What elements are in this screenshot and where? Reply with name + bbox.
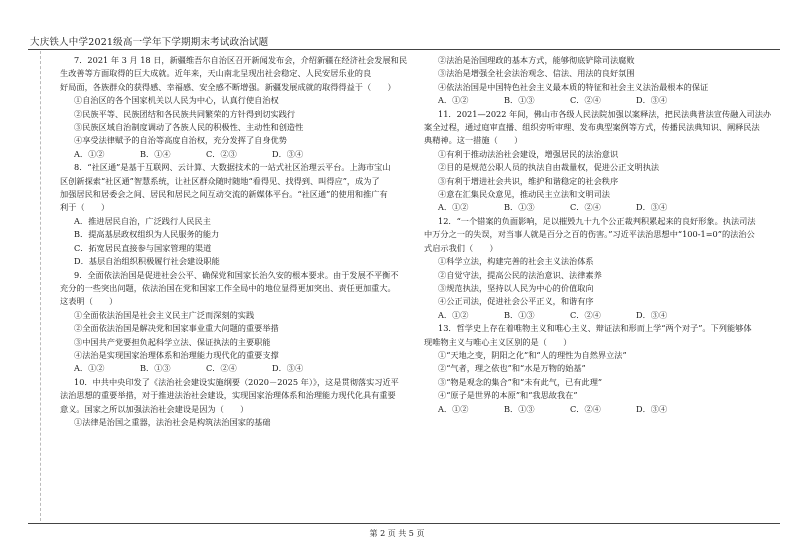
choice-a: A．①② [438,95,469,106]
statement-item: ③规范执法，坚持以人民为中心的价值取向 [438,282,594,293]
statement-item: ①“天地之变，阴阳之化”和“人的理性为自然界立法” [438,349,627,360]
question-stem-line: 11．2021—2022 年间，佛山市各级人民法院加强以案释法，把民法典普法宣传融入司法办 [438,108,772,119]
exam-header-title: 大庆铁人中学2021级高一学年下学期期末考试政治试题 [30,37,269,48]
choice-b: B．①③ [504,403,535,414]
choice-b: B．①③ [140,363,171,374]
question-stem-line: 10．中共中央印发了《法治社会建设实施纲要（2020－2025 年）》，这是贯彻落实习近平 [74,376,399,387]
question-10 [60,376,412,430]
choice-a: A．①② [74,148,105,159]
statement-item: ②目的是规范公职人员的执法自由裁量权，促进公正文明执法 [438,162,660,173]
choice-a: A．①② [438,309,469,320]
binding-margin-line [40,51,41,521]
question-9 [60,269,412,376]
question-12 [424,215,774,322]
choice-d: D．③④ [636,95,668,106]
choice-c: C．②③ [206,148,237,159]
choice-c: C．②④ [570,95,601,106]
statement-item: ④法治是实现国家治理体系和治理能力现代化的重要支撑 [74,349,279,360]
question-stem-line: 生改善等方面取得的巨大成就。近年来，天山南北呈现出社会稳定、人民安居乐业的良 [60,68,372,79]
choice-item: A．推进居民自治，广泛践行人民民主 [74,215,211,226]
question-stem-line: 现唯物主义与唯心主义区别的是（ ） [424,336,572,347]
statement-item: ③民族区域自治制度调动了各族人民的积极性、主动性和创造性 [74,122,304,133]
answer-choices [424,309,774,322]
answer-choices [60,362,412,375]
statement-item: ④意在汇集民众意见，推动民主立法和文明司法 [438,189,610,200]
question-11 [424,108,774,215]
choice-a: A．①② [438,202,469,213]
question-7 [60,54,412,161]
statement-item: ③有利于增进社会共识，维护和谐稳定的社会秩序 [438,175,619,186]
question-stem-line: 法治思想的重要举措，对于推进法治社会建设，实现国家治理体系和治理能力现代化具有重要 [60,390,396,401]
statement-item: ③法治是增强全社会法治观念、信法、用法的良好氛围 [438,68,635,79]
choice-item: B．提高基层政权组织为人民服务的能力 [74,229,220,240]
question-stem-line: 13．哲学史上存在着唯物主义和唯心主义、辩证法和形而上学“两个对子”。下列能够体 [438,323,752,334]
choice-a: A．①② [74,363,105,374]
question-stem-line: 好局面，各族群众的获得感、幸福感、安全感不断增强。新疆发展成就的取得得益于（ ） [60,81,396,92]
footer-rule [28,523,780,524]
choice-d: D．③④ [272,148,304,159]
statement-item: ③中国共产党要担负起科学立法、保证执法的主要职能 [74,336,271,347]
question-stem-line: 典精神。这一措施（ ） [424,135,523,146]
left-column [60,54,412,429]
choice-b: B．①④ [140,148,171,159]
choice-b: B．①③ [504,202,535,213]
question-stem-line: 8．“社区通”是基于互联网、云计算、大数据技术的一站式社区治理云平台。上海市宝山 [74,162,391,173]
statement-item: ④公正司法，促进社会公平正义，和谐有序 [438,296,594,307]
choice-a: A．①② [438,403,469,414]
choice-c: C．②④ [206,363,237,374]
question-stem-line: 区创新探索“社区通”智慧系统，让社区群众随时随地“看得见、找得到、叫得应”，成为了 [60,175,380,186]
right-column [424,54,774,416]
statement-item: ①全面依法治国是社会主义民主广泛而深刻的实践 [74,309,255,320]
choice-c: C．②④ [570,309,601,320]
question-8 [60,161,412,268]
question-stem-line: 中万分之一的失误，对当事人就是百分之百的伤害。”习近平法治思想中“100-1=0”的法治公 [424,229,755,240]
question-stem-line: 7．2021 年 3 月 18 日，新疆维吾尔自治区召开新闻发布会，介绍新疆在经济社会发展和民 [74,55,408,65]
statement-item: ①自治区的各个国家机关以人民为中心，认真行使自治权 [74,95,279,106]
statement-item: ③“物是观念的集合”和“未有此气，已有此理” [438,376,603,387]
question-stem-line: 充分的一些突出问题，依法治国在党和国家工作全局中的地位显得更加突出、责任更加重大。 [60,282,396,293]
question-stem-line: 式启示我们（ ） [424,242,498,253]
answer-choices [424,403,774,416]
question-10-continued [424,54,774,108]
statement-item: ④“原子是世界的本原”和“我思故我在” [438,390,578,401]
answer-choices [424,94,774,107]
question-stem-line: 这表明（ ） [60,296,118,307]
page-number: 第 2 页 共 5 页 [369,529,425,538]
header-rule [28,49,780,50]
answer-choices [60,148,412,161]
statement-item: ④依法治国是中国特色社会主义最本质的特征和社会主义法治最根本的保证 [438,81,709,92]
choice-b: B．①③ [504,95,535,106]
answer-choices [424,201,774,214]
question-stem-line: 案全过程，通过庭审直播、组织旁听审理、发布典型案例等方式，传播民法典知识、阐释民法 [424,122,760,133]
statement-item: ②民族平等、民族团结和各民族共同繁荣的方针得到切实践行 [74,108,296,119]
question-stem-line: 9．全面依法治国是促进社会公平、确保党和国家长治久安的根本要求。由于发展不平衡不 [74,269,399,280]
choice-c: C．②④ [570,403,601,414]
question-stem-line: 12．“一个错案的负面影响，足以摧毁九十九个公正裁判积累起来的良好形象。执法司法 [438,215,756,226]
question-13 [424,322,774,416]
question-stem-line: 加强居民和居委会之间、居民和居民之间互动交流的新媒体平台。“社区通”的使用和推广有 [60,189,388,200]
statement-item: ①科学立法，构建完善的社会主义法治体系 [438,256,594,267]
statement-item: ①法律是治国之重器，法治社会是构筑法治国家的基础 [74,416,271,427]
statement-item: ②“气者，理之依也”和“水是万物的始基” [438,363,586,374]
statement-item: ①有利于推动法治社会建设，增强居民的法治意识 [438,148,619,159]
question-stem-line: 意义。国家之所以加强法治社会建设是因为（ ） [60,403,249,414]
statement-item: ②自觉守法，提高公民的法治意识、法律素养 [438,269,602,280]
statement-item: ④享受法律赋予的自治等高度自治权，充分发挥了自身优势 [74,135,287,146]
choice-d: D．③④ [636,403,668,414]
choice-d: D．③④ [636,309,668,320]
choice-d: D．③④ [272,363,304,374]
choice-item: C．拓宽居民直接参与国家管理的渠道 [74,242,212,253]
choice-item: D．基层自治组织积极履行社会建设职能 [74,256,220,267]
statement-item: ②全面依法治国是解决党和国家事业重大问题的重要举措 [74,323,279,334]
statement-item: ②法治是治国理政的基本方式，能够彻底铲除司法腐败 [438,55,635,65]
question-stem-line: 利于（ ） [60,202,110,213]
choice-c: C．②④ [570,202,601,213]
choice-d: D．③④ [636,202,668,213]
choice-b: B．①③ [504,309,535,320]
